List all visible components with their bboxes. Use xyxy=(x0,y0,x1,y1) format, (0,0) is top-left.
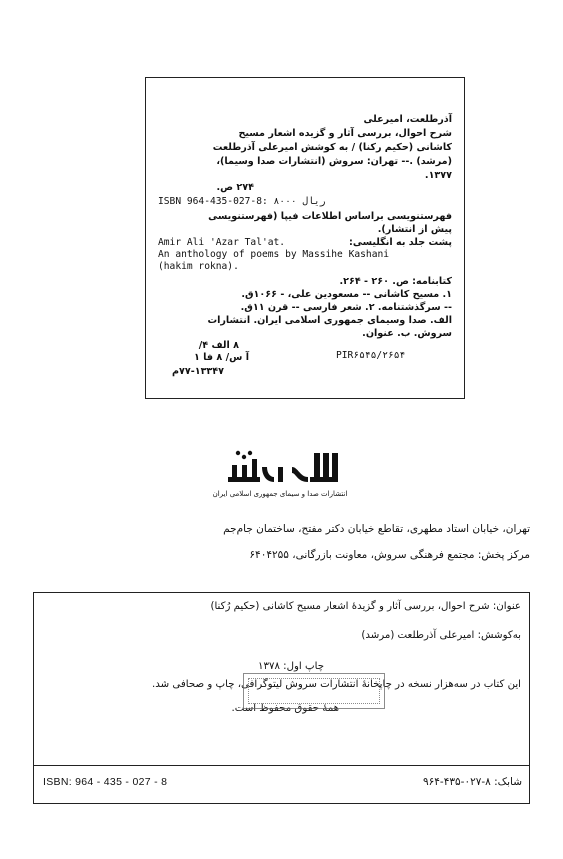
card-line-year: ۱۳۷۷. xyxy=(424,170,452,181)
card-line-publisher: (مرشد) .-- تهران: سروش (انتشارات صدا وسیما)، xyxy=(216,156,452,167)
card-line-cutter-1: ۸ الف ۴/ xyxy=(198,340,239,351)
card-line-isbn: ISBN 964-435-027-8: ۸۰۰۰ ریال xyxy=(158,196,326,207)
cataloging-card xyxy=(145,77,465,399)
isbn-divider xyxy=(34,765,529,766)
card-line-subject-2: -- سرگذشتنامه. ۲. شعر فارسی -- قرن ۱۱ق. xyxy=(240,302,452,313)
card-line-english-subtitle: (hakim rokna). xyxy=(158,261,239,272)
card-line-call-number: PIR۶۵۴۵/۲۶۵۴ xyxy=(336,350,406,361)
card-line-pages: ۲۷۴ ص. xyxy=(216,182,254,193)
book-title: عنوان: شرح احوال، بررسی آثار و گزیدهٔ اشعار مسیح کاشانی (حکیم رُکنا) xyxy=(210,601,521,612)
card-line-library-number: ۷۷-۱۳۳۴۷م xyxy=(171,366,224,377)
book-edition: چاپ اول: ۱۳۷۸ xyxy=(258,661,324,672)
card-line-added-entry: الف. صدا وسیمای جمهوری اسلامی ایران. انتشارات xyxy=(207,315,452,326)
card-line-back-cover: پشت جلد به انگلیسی: xyxy=(349,237,452,248)
card-line-english-author: Amir Ali 'Azar Tal'at. xyxy=(158,237,286,248)
isbn-latin: ISBN: 964 - 435 - 027 - 8 xyxy=(43,776,168,788)
card-line-added-entry-2: سروش. ب. عنوان. xyxy=(362,328,452,339)
address-line-1: تهران، خیابان استاد مطهری، تقاطع خیابان دکتر مفتح، ساختمان جام‌جم xyxy=(223,523,530,535)
isbn-persian: شابک: ۸-۰۲۷-۴۳۵-۹۶۴ xyxy=(423,776,522,788)
card-line-title-2: کاشانی (حکیم رکنا) / به کوشش امیرعلی آذرطلعت xyxy=(212,142,452,153)
card-line-english-title: An anthology of poems by Massihe Kashani xyxy=(158,249,390,260)
card-line-cutter-2: آ س/ ۸ فا ۱ xyxy=(193,352,249,363)
address-line-2: مرکز پخش: مجتمع فرهنگی سروش، معاونت بازرگانی، ۶۴۰۴۲۵۵ xyxy=(249,549,530,561)
book-info-box xyxy=(33,592,530,804)
library-stamp xyxy=(243,673,385,709)
card-line-title-1: شرح احوال، بررسی آثار و گزیده اشعار مسیح xyxy=(238,128,452,139)
card-line-author: آذرطلعت، امیرعلی xyxy=(363,114,452,125)
logo-caption: انتشارات صدا و سیمای جمهوری اسلامی ایران xyxy=(212,490,348,498)
book-print-run: این کتاب در سه‌هزار نسخه در چاپخانهٔ انتشارات سروش لیتوگرافی، چاپ و صحافی شد. xyxy=(152,679,521,690)
card-line-fipa-2: پیش از انتشار). xyxy=(377,224,452,235)
card-line-subject-1: ۱. مسیح کاشانی -- مسعودین علی، - ۱۰۶۶ق. xyxy=(241,289,452,300)
card-line-fipa-1: فهرستنویسی براساس اطلاعات فیپا (فهرستنویسی xyxy=(208,211,452,222)
soroush-logo-icon xyxy=(222,447,342,507)
card-line-bibliography: کتابنامه: ص. ۲۶۰ - ۲۶۴. xyxy=(339,276,452,287)
book-rights: همهٔ حقوق محفوظ است. xyxy=(231,703,339,714)
book-compiler: به‌کوشش: امیرعلی آذرطلعت (مرشد) xyxy=(361,630,521,641)
